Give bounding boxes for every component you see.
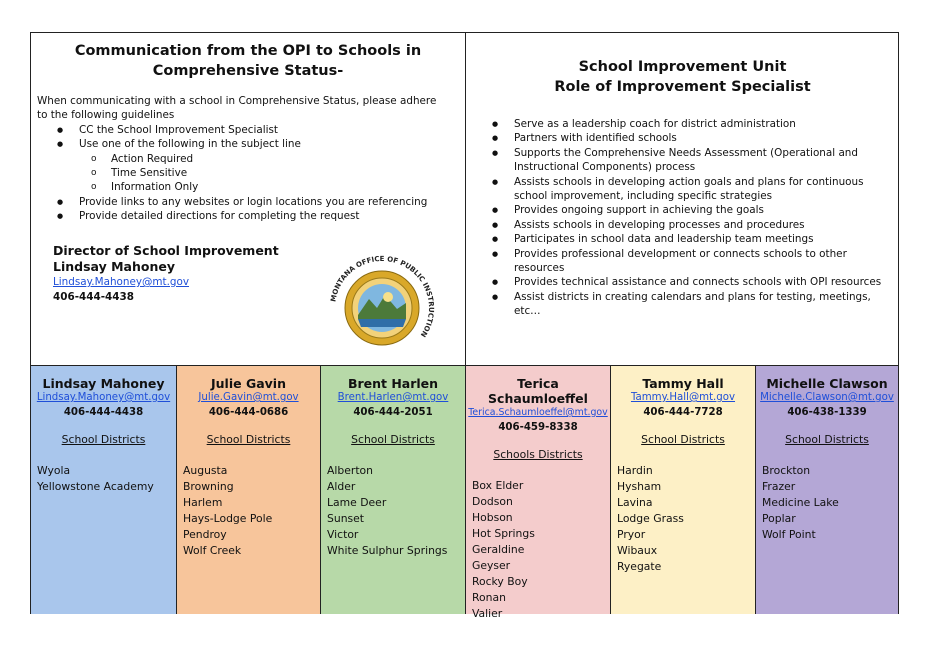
subject-options-list xyxy=(31,152,465,195)
district-list xyxy=(31,463,176,495)
district-list xyxy=(466,478,610,622)
specialist-column xyxy=(756,366,898,614)
specialist-phone: 406-444-0686 xyxy=(208,407,289,418)
seal-icon xyxy=(327,253,437,363)
role-item: ● Provides ongoing support in achieving the goals xyxy=(466,203,891,217)
district-list xyxy=(321,463,465,559)
district-item: Box Elder xyxy=(472,479,524,492)
role-item: ● Supports the Comprehensive Needs Assessment (Operational and Instructional Components) process xyxy=(466,146,891,175)
district-item: Wolf Point xyxy=(762,528,816,541)
specialist-name: Terica Schaumloeffel xyxy=(488,376,588,406)
role-item: ● Assists schools in developing processes and procedures xyxy=(466,218,891,232)
district-item: Geraldine xyxy=(472,543,525,556)
district-item: Poplar xyxy=(762,512,796,525)
specialist-name: Tammy Hall xyxy=(642,376,724,391)
district-item: Browning xyxy=(183,480,234,493)
communication-guidelines-panel xyxy=(31,33,466,365)
district-item: Lavina xyxy=(617,496,653,509)
district-item: Valier xyxy=(472,607,503,620)
district-item: Hot Springs xyxy=(472,527,535,540)
district-item: Sunset xyxy=(327,512,365,525)
director-name: Lindsay Mahoney xyxy=(53,259,175,274)
specialist-column xyxy=(31,366,177,614)
specialist-email-link[interactable]: Julie.Gavin@mt.gov xyxy=(198,392,299,403)
specialist-phone: 406-438-1339 xyxy=(787,407,867,418)
subject-option: o Time Sensitive xyxy=(31,166,465,180)
specialist-email-link[interactable]: Michelle.Clawson@mt.gov xyxy=(760,392,894,403)
specialist-name: Brent Harlen xyxy=(347,376,439,391)
role-item: ● Assists schools in developing action goals and plans for continuous school improvement, including specific strategies xyxy=(466,175,891,204)
district-item: Hysham xyxy=(617,480,662,493)
guidelines-list xyxy=(31,123,465,152)
district-item: Pryor xyxy=(617,528,646,541)
role-item: ● Assist districts in creating calendars and plans for testing, meetings, etc… xyxy=(466,290,891,319)
role-item: ● Provides professional development or connects schools to other resources xyxy=(466,247,891,276)
districts-heading: School Districts xyxy=(206,433,291,446)
district-item: Frazer xyxy=(762,480,796,493)
specialist-column xyxy=(611,366,756,614)
district-item: White Sulphur Springs xyxy=(327,544,448,557)
role-title xyxy=(466,57,899,97)
specialist-phone: 406-444-2051 xyxy=(353,407,433,418)
specialist-phone: 406-444-7728 xyxy=(643,407,723,418)
guideline-item: ● Provide links to any websites or login locations you are referencing xyxy=(31,195,465,209)
districts-heading: School Districts xyxy=(61,433,146,446)
district-item: Yellowstone Academy xyxy=(37,480,154,493)
districts-heading: School Districts xyxy=(641,433,725,446)
director-email-link[interactable]: Lindsay.Mahoney@mt.gov xyxy=(53,276,190,288)
roles-list xyxy=(466,117,899,319)
specialist-column xyxy=(466,366,611,620)
specialist-name: Michelle Clawson xyxy=(766,376,888,391)
improvement-specialist-role-panel xyxy=(466,33,899,365)
district-item: Augusta xyxy=(183,464,228,477)
specialist-column xyxy=(177,366,321,614)
districts-heading: School Districts xyxy=(785,433,869,446)
role-item: ● Provides technical assistance and connects schools with OPI resources xyxy=(466,275,891,289)
role-item: ● Partners with identified schools xyxy=(466,131,891,145)
director-phone: 406-444-4438 xyxy=(53,291,134,303)
specialist-name: Lindsay Mahoney xyxy=(42,376,165,391)
subject-option: o Information Only xyxy=(31,180,465,194)
district-list xyxy=(611,463,755,575)
district-item: Brockton xyxy=(762,464,811,477)
district-item: Alder xyxy=(327,480,356,493)
specialist-email-link[interactable]: Lindsay.Mahoney@mt.gov xyxy=(36,392,171,403)
specialist-column xyxy=(321,366,466,614)
guideline-item: ● Use one of the following in the subject line xyxy=(31,137,465,151)
specialist-email-link[interactable]: Tammy.Hall@mt.gov xyxy=(630,392,736,403)
specialist-phone: 406-444-4438 xyxy=(63,407,144,418)
district-item: Geyser xyxy=(472,559,511,572)
specialist-phone: 406-459-8338 xyxy=(498,422,578,433)
seal-ring-text: MONTANA OFFICE OF PUBLIC INSTRUCTION xyxy=(329,254,436,339)
district-list xyxy=(177,463,320,559)
district-item: Ronan xyxy=(472,591,506,604)
district-item: Lame Deer xyxy=(327,496,387,509)
district-item: Alberton xyxy=(327,464,374,477)
districts-heading: Schools Districts xyxy=(493,448,583,461)
district-item: Wyola xyxy=(37,464,71,477)
subject-option: o Action Required xyxy=(31,152,465,166)
role-title-line1: School Improvement Unit xyxy=(578,59,787,75)
specialist-columns xyxy=(31,365,898,620)
district-item: Lodge Grass xyxy=(617,512,684,525)
districts-heading: School Districts xyxy=(351,433,435,446)
guidelines-title xyxy=(31,41,465,81)
guidelines-title-line2: Comprehensive Status- xyxy=(152,63,344,79)
director-title: Director of School Improvement xyxy=(53,243,279,258)
district-item: Wibaux xyxy=(617,544,658,557)
district-item: Pendroy xyxy=(183,528,227,541)
district-item: Dodson xyxy=(472,495,513,508)
role-item: ● Serve as a leadership coach for district administration xyxy=(466,117,891,131)
district-item: Hobson xyxy=(472,511,513,524)
role-item: ● Participates in school data and leadership team meetings xyxy=(466,232,891,246)
montana-opi-seal xyxy=(327,253,437,363)
guidelines-title-line1: Communication from the OPI to Schools in xyxy=(74,43,422,59)
district-item: Harlem xyxy=(183,496,223,509)
district-item: Victor xyxy=(327,528,359,541)
district-item: Rocky Boy xyxy=(472,575,528,588)
district-item: Hardin xyxy=(617,464,653,477)
guideline-item: ● Provide detailed directions for completing the request xyxy=(31,209,465,223)
district-list xyxy=(756,463,898,543)
district-item: Ryegate xyxy=(617,560,662,573)
specialist-email-link[interactable]: Brent.Harlen@mt.gov xyxy=(337,392,449,403)
role-title-line2: Role of Improvement Specialist xyxy=(554,79,811,95)
specialist-email-link[interactable]: Terica.Schaumloeffel@mt.gov xyxy=(468,407,608,418)
guideline-item: ● CC the School Improvement Specialist xyxy=(31,123,465,137)
guidelines-intro: When communicating with a school in Comprehensive Status, please adhere to the following guidelines xyxy=(37,95,437,122)
director-contact xyxy=(53,243,279,304)
district-item: Hays-Lodge Pole xyxy=(183,512,273,525)
district-item: Wolf Creek xyxy=(183,544,242,557)
document-frame xyxy=(30,32,899,620)
district-item: Medicine Lake xyxy=(762,496,839,509)
specialist-name: Julie Gavin xyxy=(211,376,286,391)
guidelines-list-more xyxy=(31,195,465,224)
